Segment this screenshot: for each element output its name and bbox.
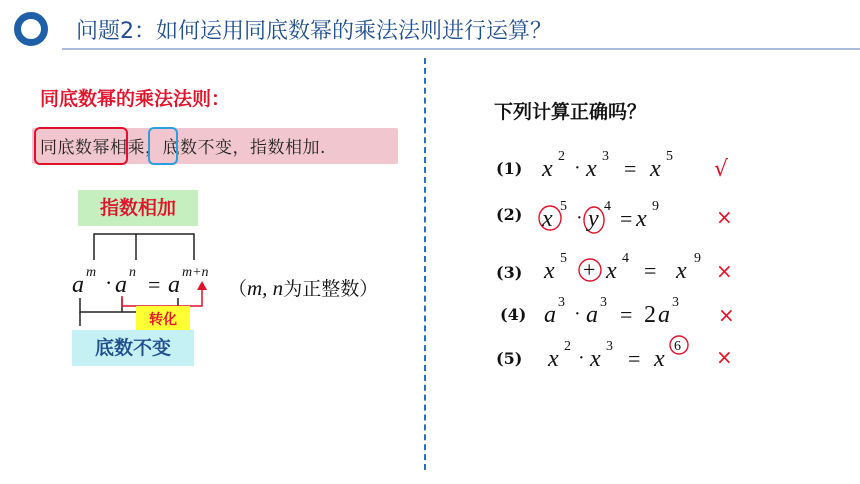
term-operator: · [576,207,583,229]
item-label: (1) [496,159,523,178]
exercise-question: 下列计算正确吗？ [494,101,647,123]
item-label: (4) [500,305,527,324]
formula-condition [228,274,378,301]
result-base: a [658,302,670,328]
formula-dot: · [105,270,113,295]
result-coefficient: 2 [644,302,656,328]
term-base: x [544,258,555,284]
term-exp: 3 [600,295,607,310]
highlight-same-base [34,127,128,165]
term-base: x [606,258,617,284]
term-exp: 3 [602,149,609,164]
formula-exp-m: m [86,265,97,280]
condition-paren-close: ） [359,278,379,300]
term-base: a [586,302,598,328]
result-base: x [654,346,665,372]
condition-vars: m, n [247,276,284,300]
term-operator: + [583,257,596,282]
condition-paren-open: （ [228,278,248,300]
header-underline [62,48,860,50]
result-exp: 5 [666,149,673,164]
term-base: x [590,346,601,372]
rule-heading: 同底数幂的乘法法则： [40,88,231,110]
check-mark-icon: √ [714,157,729,182]
term-exp: 5 [560,251,567,266]
result-base: x [676,258,687,284]
formula-base-1: a [72,272,84,298]
transform-tag: 转化 [136,306,190,334]
formula-exp-n: n [129,265,136,280]
result-exp: 6 [674,339,681,354]
dashed-divider [424,58,426,470]
term-exp: 3 [558,295,565,310]
exercise-item [488,196,758,238]
formula-base-2: a [115,272,127,298]
cross-mark-icon: × [716,345,733,369]
term-base: x [548,346,559,372]
result-exp: 3 [672,295,679,310]
term-operator: · [578,347,585,369]
term-exp: 4 [622,251,629,266]
term-exp: 2 [564,339,571,354]
condition-text: 为正整数 [283,278,360,300]
equals-sign: = [644,258,657,283]
result-exp: 9 [652,199,659,214]
base-unchanged-tag: 底数不变 [72,330,194,366]
term-operator: · [574,157,581,179]
item-label: (3) [496,263,523,282]
item-label: (2) [496,205,523,224]
term-operator: · [574,303,581,325]
cross-mark-icon: × [716,259,733,283]
exponent-bracket [94,234,194,260]
result-base: x [636,206,647,232]
result-exp: 9 [694,251,701,266]
term-exp: 2 [558,149,565,164]
formula-base-result: a [168,272,180,298]
exercise-item [488,334,758,380]
exponent-add-tag: 指数相加 [78,190,198,226]
equals-sign: = [628,346,641,371]
term-exp: 5 [560,199,567,214]
term-base: y [588,206,599,232]
highlight-multiply [148,127,178,165]
exercise-item [488,294,758,336]
term-base: a [544,302,556,328]
page-title: 问题2：如何运用同底数幂的乘法法则进行运算？ [76,19,552,44]
term-base: x [542,206,553,232]
transform-bracket [122,288,202,306]
term-base: x [586,156,597,182]
equals-sign: = [620,302,633,327]
exercise-item [488,250,758,292]
term-exp: 3 [606,339,613,354]
rule-statement: 同底数幂相乘，底数不变，指数相加. [40,138,326,158]
term-base: x [542,156,553,182]
result-base: x [650,156,661,182]
item-label: (5) [496,349,523,368]
ring-icon [14,12,48,46]
equals-sign: = [620,206,633,231]
transform-arrow-icon [197,281,207,290]
term-exp: 4 [604,199,611,214]
formula-equals: = [148,272,161,297]
equals-sign: = [624,156,637,181]
cross-mark-icon: × [718,303,735,327]
cross-mark-icon: × [716,205,733,229]
exercise-item [488,146,758,188]
formula-exp-sum: m+n [182,265,209,280]
